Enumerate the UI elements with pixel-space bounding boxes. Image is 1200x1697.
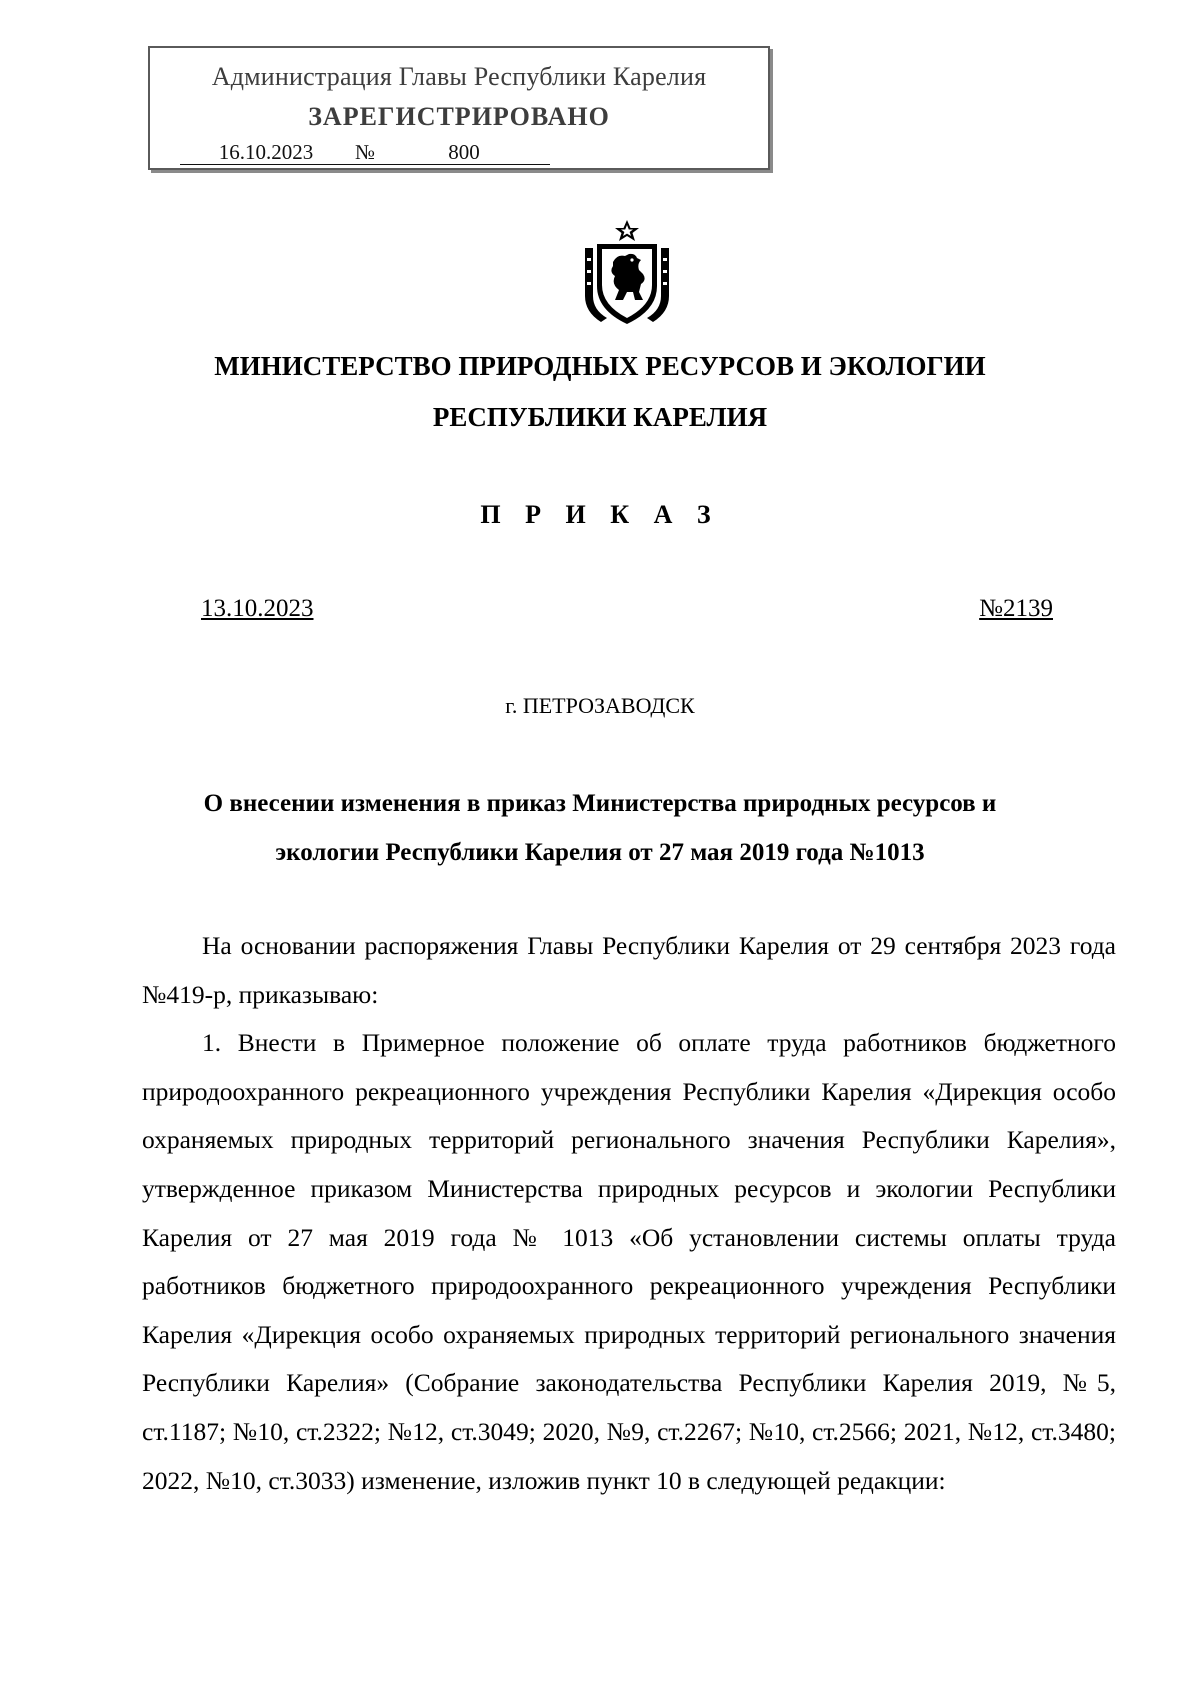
ministry-name-line1: МИНИСТЕРСТВО ПРИРОДНЫХ РЕСУРСОВ И ЭКОЛОГИИ [214, 351, 986, 381]
stamp-number-sign: № [352, 140, 378, 165]
stamp-date: 16.10.2023 [180, 140, 352, 165]
coat-of-arms-emblem [577, 218, 677, 328]
document-type-title: П Р И К А З [480, 500, 720, 529]
stamp-registered-label: ЗАРЕГИСТРИРОВАНО [308, 102, 610, 131]
order-subject-line2: экологии Республики Карелия от 27 мая 2019 года №1013 [275, 839, 925, 866]
stamp-number: 800 [378, 140, 550, 165]
ministry-name [0, 347, 1200, 436]
stamp-authority: Администрация Главы Республики Карелия [211, 62, 707, 91]
body-paragraph-item-1: 1. Внести в Примерное положение об оплате труда работников бюджетного природоохранного рекреационного учреждения Республики Карелия «Дирекция особо охраняемых природных территорий регионального значения Республики Карелия», утвержденное приказом Министерства природных ресурсов и экологии Республики Карелия от 27 мая 2019 года № 1013 «Об установлении системы оплаты труда работников бюджетного природоохранного рекреационного учреждения Республики Карелия «Дирекция особо охраняемых природных территорий регионального значения Республики Карелия» (Собрание законодательства Республики Карелия 2019, №5, ст.1187; №10, ст.2322; №12, ст.3049; 2020, №9, ст.2267; №10, ст.2566; 2021, №12, ст.3480; 2022, №10, ст.3033) изменение, изложив пункт 10 в следующей редакции: [142, 1028, 1116, 1495]
body-paragraph-basis: На основании распоряжения Главы Республики Карелия от 29 сентября 2023 года №419-р, приказываю: [142, 931, 1116, 1009]
order-date: 13.10.2023 [201, 595, 314, 622]
ministry-name-line2: РЕСПУБЛИКИ КАРЕЛИЯ [432, 402, 768, 432]
order-subject [0, 779, 1200, 877]
city-name: г. ПЕТРОЗАВОДСК [505, 693, 695, 718]
order-number: №2139 [979, 595, 1053, 622]
registration-stamp [148, 46, 770, 170]
order-body [142, 922, 1116, 1505]
order-subject-line1: О внесении изменения в приказ Министерства природных ресурсов и [203, 790, 997, 817]
